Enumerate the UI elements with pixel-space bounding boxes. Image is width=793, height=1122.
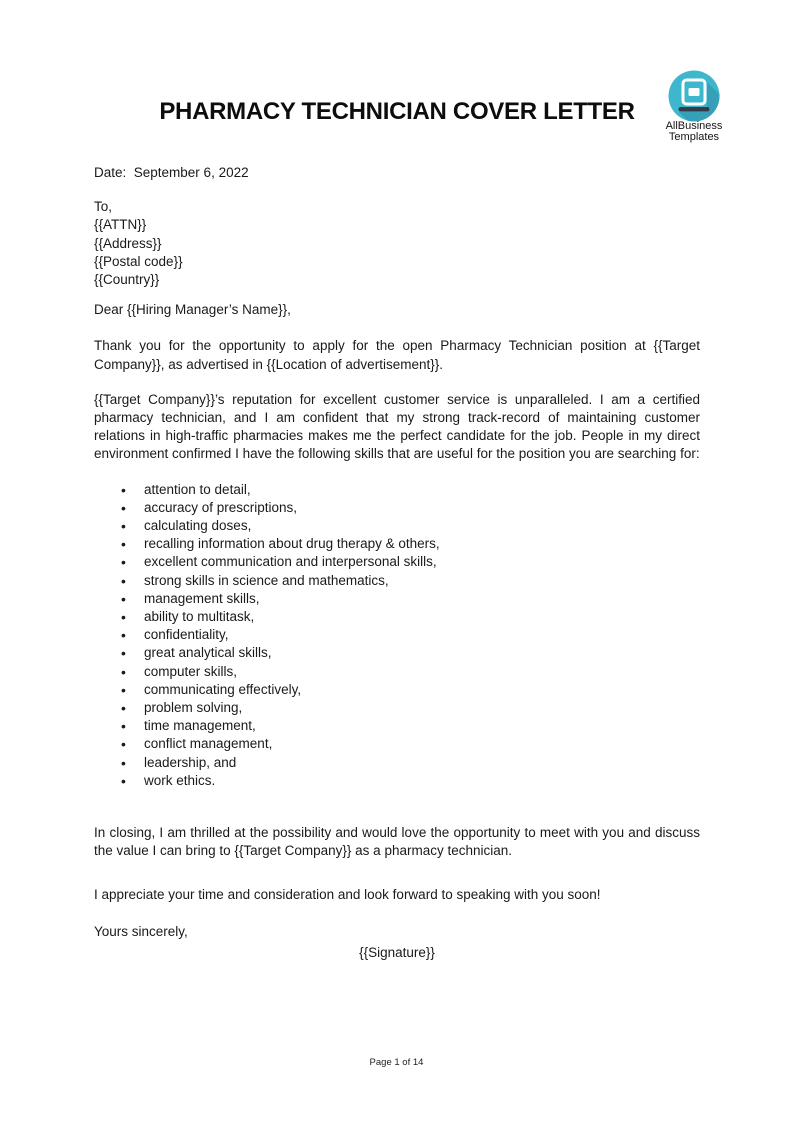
list-item: • excellent communication and interpersonal skills, — [94, 553, 700, 571]
list-item: • ability to multitask, — [94, 608, 700, 626]
recipient-line: {{Country}} — [94, 272, 160, 288]
appreciation-line: I appreciate your time and consideration and look forward to speaking with you soon! — [94, 886, 601, 902]
list-item: • strong skills in science and mathematics, — [94, 572, 700, 590]
list-item: • problem solving, — [94, 699, 700, 717]
logo-text-line1: AllBusiness — [665, 120, 723, 132]
page-title: PHARMACY TECHNICIAN COVER LETTER — [159, 98, 635, 125]
list-item: • leadership, and — [94, 754, 700, 772]
list-item: • accuracy of prescriptions, — [94, 499, 700, 517]
skills-list — [94, 481, 700, 790]
recipient-line: {{Address}} — [94, 235, 162, 251]
list-item: • attention to detail, — [94, 481, 700, 499]
list-item: • recalling information about drug therapy & others, — [94, 535, 700, 553]
recipient-line: {{ATTN}} — [94, 217, 147, 233]
list-item: • confidentiality, — [94, 626, 700, 644]
recipient-line: To, — [94, 199, 113, 215]
list-item: • computer skills, — [94, 663, 700, 681]
closing-paragraph: In closing, I am thrilled at the possibility and would love the opportunity to meet with you and discuss the value I can bring to {{Target Company}} as a pharmacy technician. — [94, 825, 700, 859]
recipient-block — [94, 198, 700, 289]
list-item: • conflict management, — [94, 735, 700, 753]
intro-paragraph: Thank you for the opportunity to apply for the open Pharmacy Technician position at {{Target Company}}, as advertised in {{Location of advertisement}}. — [94, 338, 700, 372]
list-item: • work ethics. — [94, 772, 700, 790]
list-item: • management skills, — [94, 590, 700, 608]
body-paragraph: {{Target Company}}’s reputation for excellent customer service is unparalleled. I am a certified pharmacy technician, and I am confident that my strong track-record of maintaining customer relations in high-traffic pharmacies makes me the perfect candidate for the job. People in my direct environment confirmed I have the following skills that are useful for the position you are searching for: — [94, 391, 700, 462]
valediction: Yours sincerely, — [94, 923, 188, 939]
list-item: • calculating doses, — [94, 517, 700, 535]
salutation: Dear {{Hiring Manager’s Name}}, — [94, 302, 291, 318]
logo-text-line2: Templates — [668, 130, 720, 143]
list-item: • time management, — [94, 717, 700, 735]
signature-placeholder: {{Signature}} — [359, 944, 435, 960]
list-item: • great analytical skills, — [94, 644, 700, 662]
recipient-line: {{Postal code}} — [94, 253, 183, 269]
date-line: Date: September 6, 2022 — [94, 165, 249, 180]
page-number-footer: Page 1 of 14 — [369, 1057, 424, 1068]
list-item: • communicating effectively, — [94, 681, 700, 699]
